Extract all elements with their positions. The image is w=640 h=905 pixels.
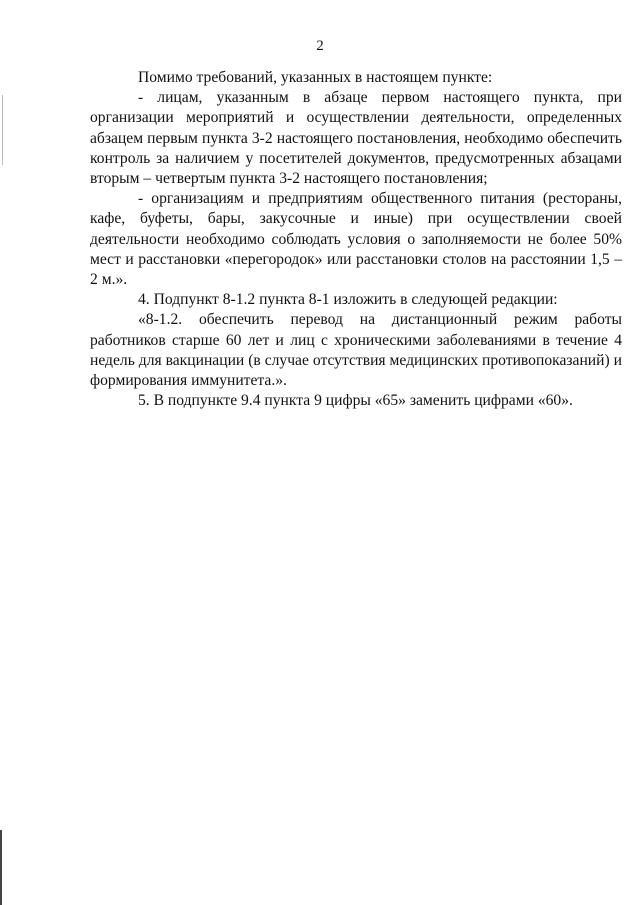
- page-number: 2: [316, 38, 324, 54]
- scan-edge-mark-bottom: [0, 830, 2, 905]
- paragraph-catering: - организациям и предприятиям общественного питания (рестораны, кафе, буфеты, бары, закусочные и иные) при осуществлении своей деятельности необходимо соблюдать условия о заполняемости не более 50% мест и расстановки «перегородок» или расстановки столов на расстоянии 1,5 – 2 м.».: [90, 190, 622, 289]
- paragraph-item-4: 4. Подпункт 8-1.2 пункта 8-1 изложить в следующей редакции:: [138, 291, 558, 309]
- document-body: [90, 68, 622, 411]
- paragraph-item-5: 5. В подпункте 9.4 пункта 9 цифры «65» заменить цифрами «60».: [138, 392, 573, 410]
- paragraph-events-control: - лицам, указанным в абзаце первом настоящего пункта, при организации мероприятий и осуществлении деятельности, определенных абзацем первым пункта 3-2 настоящего постановления, необходимо обеспечить контроль за наличием у посетителей документов, предусмотренных абзацами вторым – четвертым пункта 3-2 настоящего постановления;: [90, 89, 622, 188]
- paragraph-intro: Помимо требований, указанных в настоящем пункте:: [138, 69, 493, 86]
- paragraph-item-8-1-2: «8-1.2. обеспечить перевод на дистанционный режим работы работников старше 60 лет и лиц с хроническими заболеваниями в течение 4 недель для вакцинации (в случае отсутствия медицинских противопоказаний) и формирования иммунитета.».: [90, 311, 622, 390]
- scan-edge-mark-top: [2, 95, 3, 165]
